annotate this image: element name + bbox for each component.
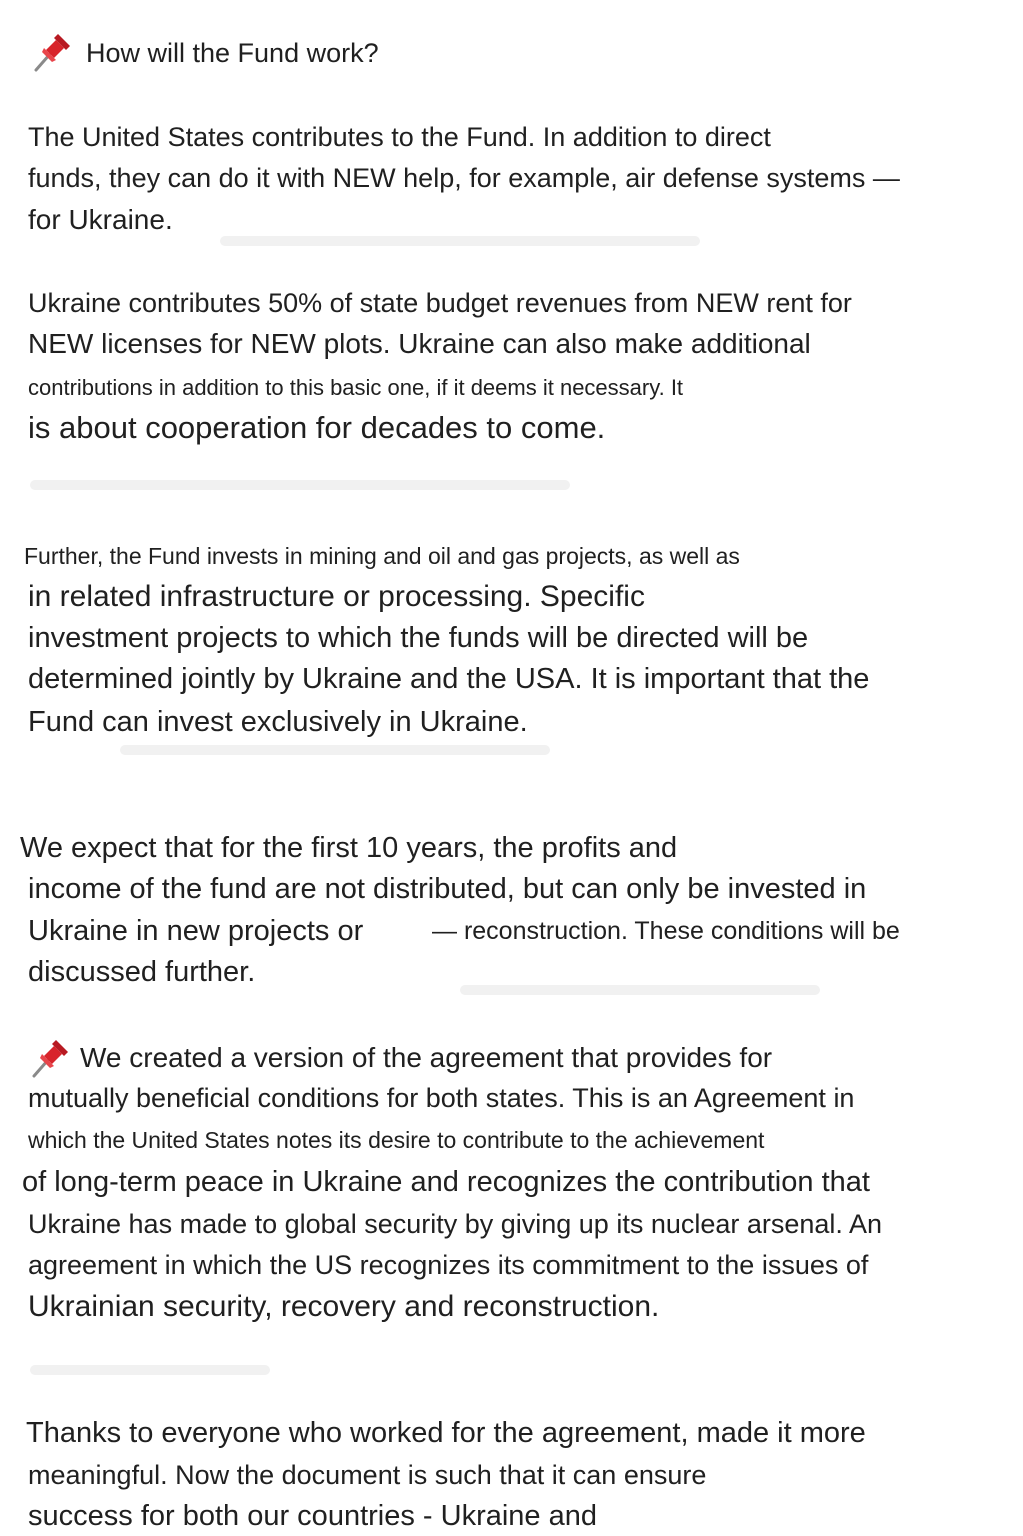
paragraph-6-line: success for both our countries - Ukraine and <box>28 1500 597 1532</box>
pushpin-icon <box>30 30 74 74</box>
background-artifact <box>220 236 700 246</box>
paragraph-1-line: for Ukraine. <box>28 204 173 235</box>
paragraph-2-line: contributions in addition to this basic one, if it deems it necessary. It <box>28 375 684 400</box>
paragraph-5-line: agreement in which the US recognizes its commitment to the issues of <box>28 1250 869 1280</box>
background-artifact <box>460 985 820 995</box>
paragraph-1-line: funds, they can do it with NEW help, for example, air defense systems — <box>28 163 900 193</box>
paragraph-4-line: Ukraine in new projects or <box>28 915 364 947</box>
paragraph-3-line: investment projects to which the funds will be directed will be <box>28 622 809 654</box>
paragraph-2-line: is about cooperation for decades to come. <box>28 410 606 445</box>
paragraph-5-line: mutually beneficial conditions for both states. This is an Agreement in <box>28 1083 855 1113</box>
paragraph-3-line: Further, the Fund invests in mining and oil and gas projects, as well as <box>24 543 740 569</box>
paragraph-3-line: Fund can invest exclusively in Ukraine. <box>28 706 528 738</box>
paragraph-1-line: The United States contributes to the Fund. In addition to direct <box>28 122 771 152</box>
paragraph-5-line: Ukraine has made to global security by giving up its nuclear arsenal. An <box>28 1209 882 1239</box>
paragraph-4-line: — reconstruction. These conditions will be <box>432 917 900 945</box>
background-artifact <box>30 1365 270 1375</box>
paragraph-4-line: income of the fund are not distributed, but can only be invested in <box>28 873 867 905</box>
paragraph-6-line: meaningful. Now the document is such that it can ensure <box>28 1460 707 1490</box>
section-heading: How will the Fund work? <box>86 38 379 68</box>
paragraph-4-line: We expect that for the first 10 years, the profits and <box>20 832 678 864</box>
paragraph-3-line: determined jointly by Ukraine and the USA. It is important that the <box>28 663 870 695</box>
pushpin-icon <box>28 1036 72 1080</box>
paragraph-5-line: Ukrainian security, recovery and reconstruction. <box>28 1290 660 1323</box>
background-artifact <box>120 745 550 755</box>
background-artifact <box>30 480 570 490</box>
paragraph-3-line: in related infrastructure or processing. Specific <box>28 580 645 613</box>
paragraph-5-line: which the United States notes its desire to contribute to the achievement <box>28 1127 765 1153</box>
paragraph-2-line: NEW licenses for NEW plots. Ukraine can also make additional <box>28 328 811 359</box>
paragraph-2-line: Ukraine contributes 50% of state budget revenues from NEW rent for <box>28 288 852 318</box>
paragraph-5-line: of long-term peace in Ukraine and recognizes the contribution that <box>22 1166 870 1198</box>
paragraph-4-line: discussed further. <box>28 956 256 988</box>
paragraph-6-line: Thanks to everyone who worked for the agreement, made it more <box>26 1417 866 1449</box>
paragraph-5-line: We created a version of the agreement that provides for <box>80 1042 773 1073</box>
